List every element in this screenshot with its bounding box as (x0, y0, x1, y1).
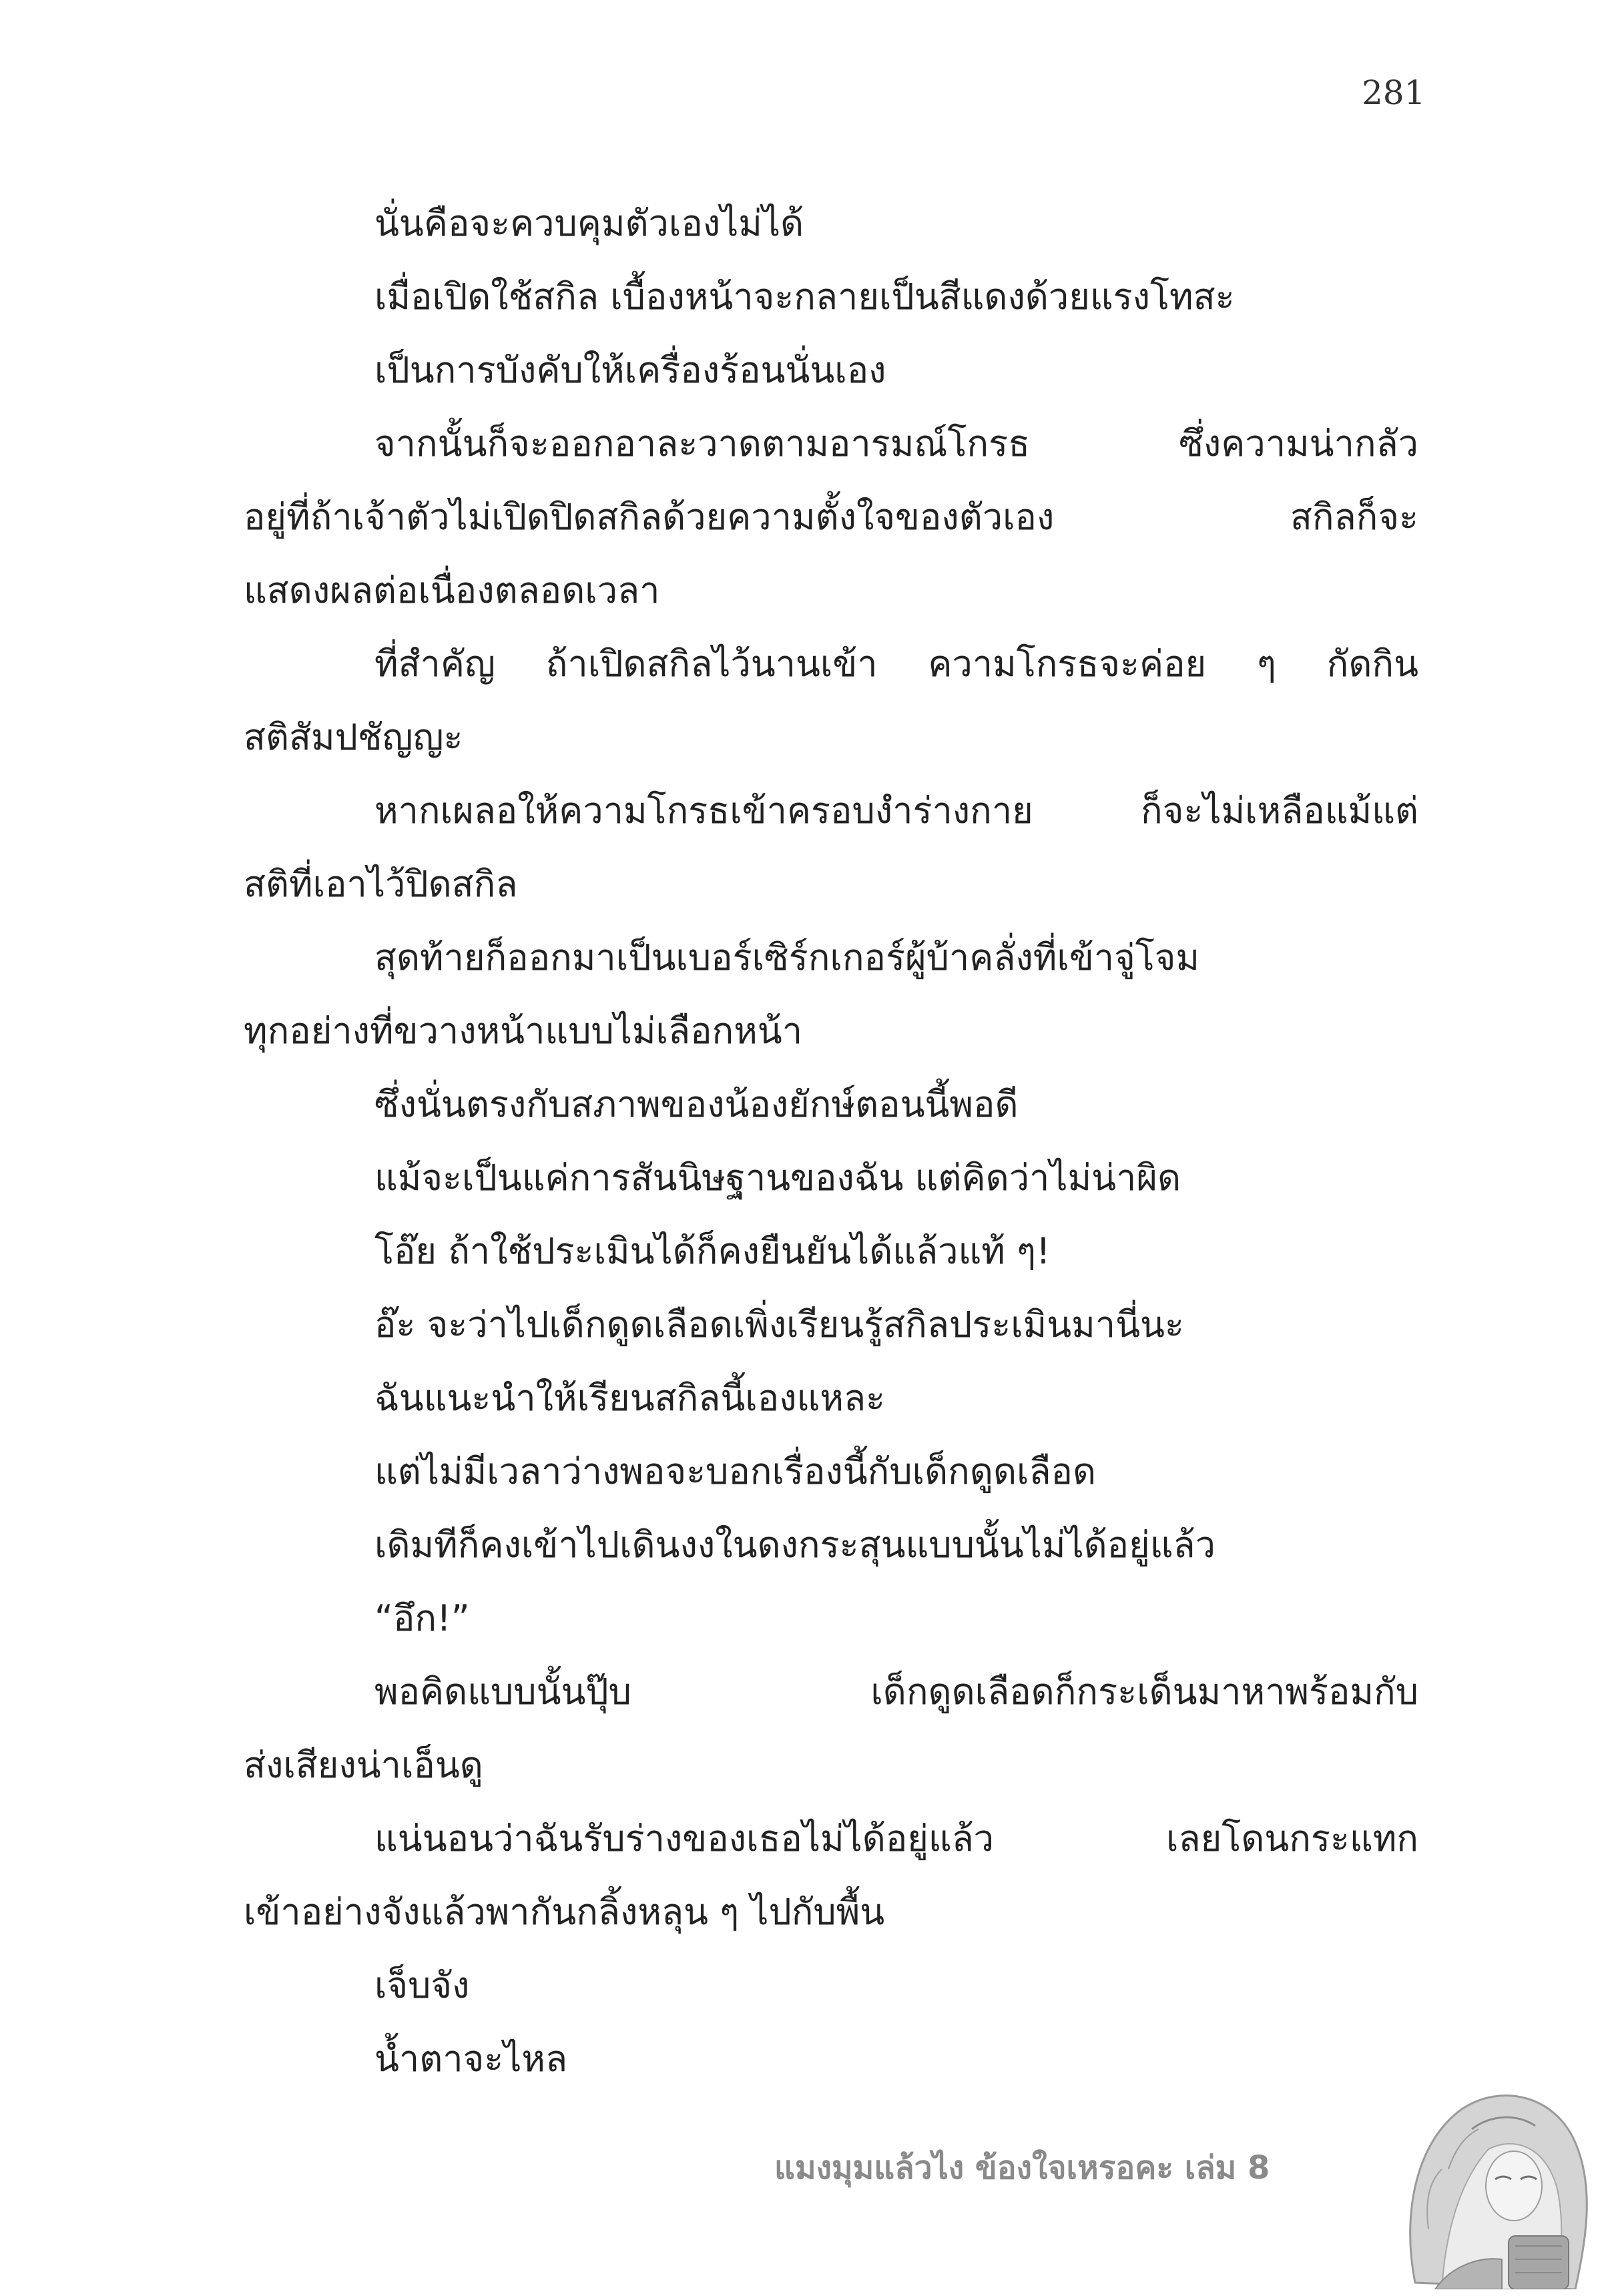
paragraph-line: สุดท้ายก็ออกมาเป็นเบอร์เซิร์กเกอร์ผู้บ้าคลั่งที่เข้าจู่โจม (374, 936, 1199, 978)
page-number: 281 (1362, 73, 1426, 112)
paragraph-line: แต่ไม่มีเวลาว่างพอจะบอกเรื่องนี้กับเด็กดูดเลือด (374, 1450, 1097, 1492)
paragraph-line: เจ็บจัง (374, 1964, 470, 2006)
paragraph-line: แสดงผลต่อเนื่องตลอดเวลา (244, 569, 660, 611)
paragraph-line: สติสัมปชัญญะ (244, 716, 463, 758)
paragraph-line: ที่สำคัญ ถ้าเปิดสกิลไว้นานเข้า ความโกรธจะค่อย ๆ กัดกิน (374, 643, 1418, 685)
body-text (244, 187, 1418, 2096)
paragraph-line: เมื่อเปิดใช้สกิล เบื้องหน้าจะกลายเป็นสีแดงด้วยแรงโทสะ (374, 276, 1235, 318)
footer-book-title: แมงมุมแล้วไง ข้องใจเหรอคะ เล่ม 8 (774, 2149, 1270, 2187)
paragraph-line: ฉันแนะนำให้เรียนสกิลนี้เองแหละ (374, 1377, 886, 1419)
paragraph-line: อ๊ะ จะว่าไปเด็กดูดเลือดเพิ่งเรียนรู้สกิลประเมินมานี่นะ (374, 1304, 1184, 1346)
paragraph-line: แม้จะเป็นแค่การสันนิษฐานของฉัน แต่คิดว่าไม่น่าผิด (374, 1157, 1181, 1199)
paragraph-line: เป็นการบังคับให้เครื่องร้อนนั่นเอง (374, 349, 886, 391)
paragraph-line: อยู่ที่ถ้าเจ้าตัวไม่เปิดปิดสกิลด้วยความตั้งใจของตัวเอง สกิลก็จะ (244, 496, 1418, 538)
paragraph-line: จากนั้นก็จะออกอาละวาดตามอารมณ์โกรธ ซึ่งความน่ากลัว (374, 422, 1418, 465)
paragraph-line: หากเผลอให้ความโกรธเข้าครอบงำร่างกาย ก็จะไม่เหลือแม้แต่ (374, 790, 1418, 832)
paragraph-line: เข้าอย่างจังแล้วพากันกลิ้งหลุน ๆ ไปกับพื้น (244, 1891, 885, 1933)
paragraph-line: นั่นคือจะควบคุมตัวเองไม่ได้ (374, 202, 804, 244)
paragraph-line: ทุกอย่างที่ขวางหน้าแบบไม่เลือกหน้า (244, 1010, 803, 1052)
paragraph-line: เดิมทีก็คงเข้าไปเดินงงในดงกระสุนแบบนั้นไม่ได้อยู่แล้ว (374, 1524, 1216, 1566)
character-illustration-icon (1335, 2069, 1602, 2289)
paragraph-line: ซึ่งนั่นตรงกับสภาพของน้องยักษ์ตอนนี้พอดี (374, 1083, 1019, 1125)
paragraph-line: แน่นอนว่าฉันรับร่างของเธอไม่ได้อยู่แล้ว เลยโดนกระแทก (374, 1817, 1418, 1859)
paragraph-line: สติที่เอาไว้ปิดสกิล (244, 863, 518, 905)
paragraph-line: พอคิดแบบนั้นปุ๊บ เด็กดูดเลือดก็กระเด็นมาหาพร้อมกับ (374, 1671, 1418, 1713)
paragraph-line: “อึก!” (374, 1597, 470, 1639)
paragraph-line: โอ๊ย ถ้าใช้ประเมินได้ก็คงยืนยันได้แล้วแท้ ๆ! (374, 1230, 1051, 1272)
paragraph-line: น้ำตาจะไหล (374, 2038, 568, 2080)
paragraph-line: ส่งเสียงน่าเอ็นดู (244, 1744, 483, 1786)
